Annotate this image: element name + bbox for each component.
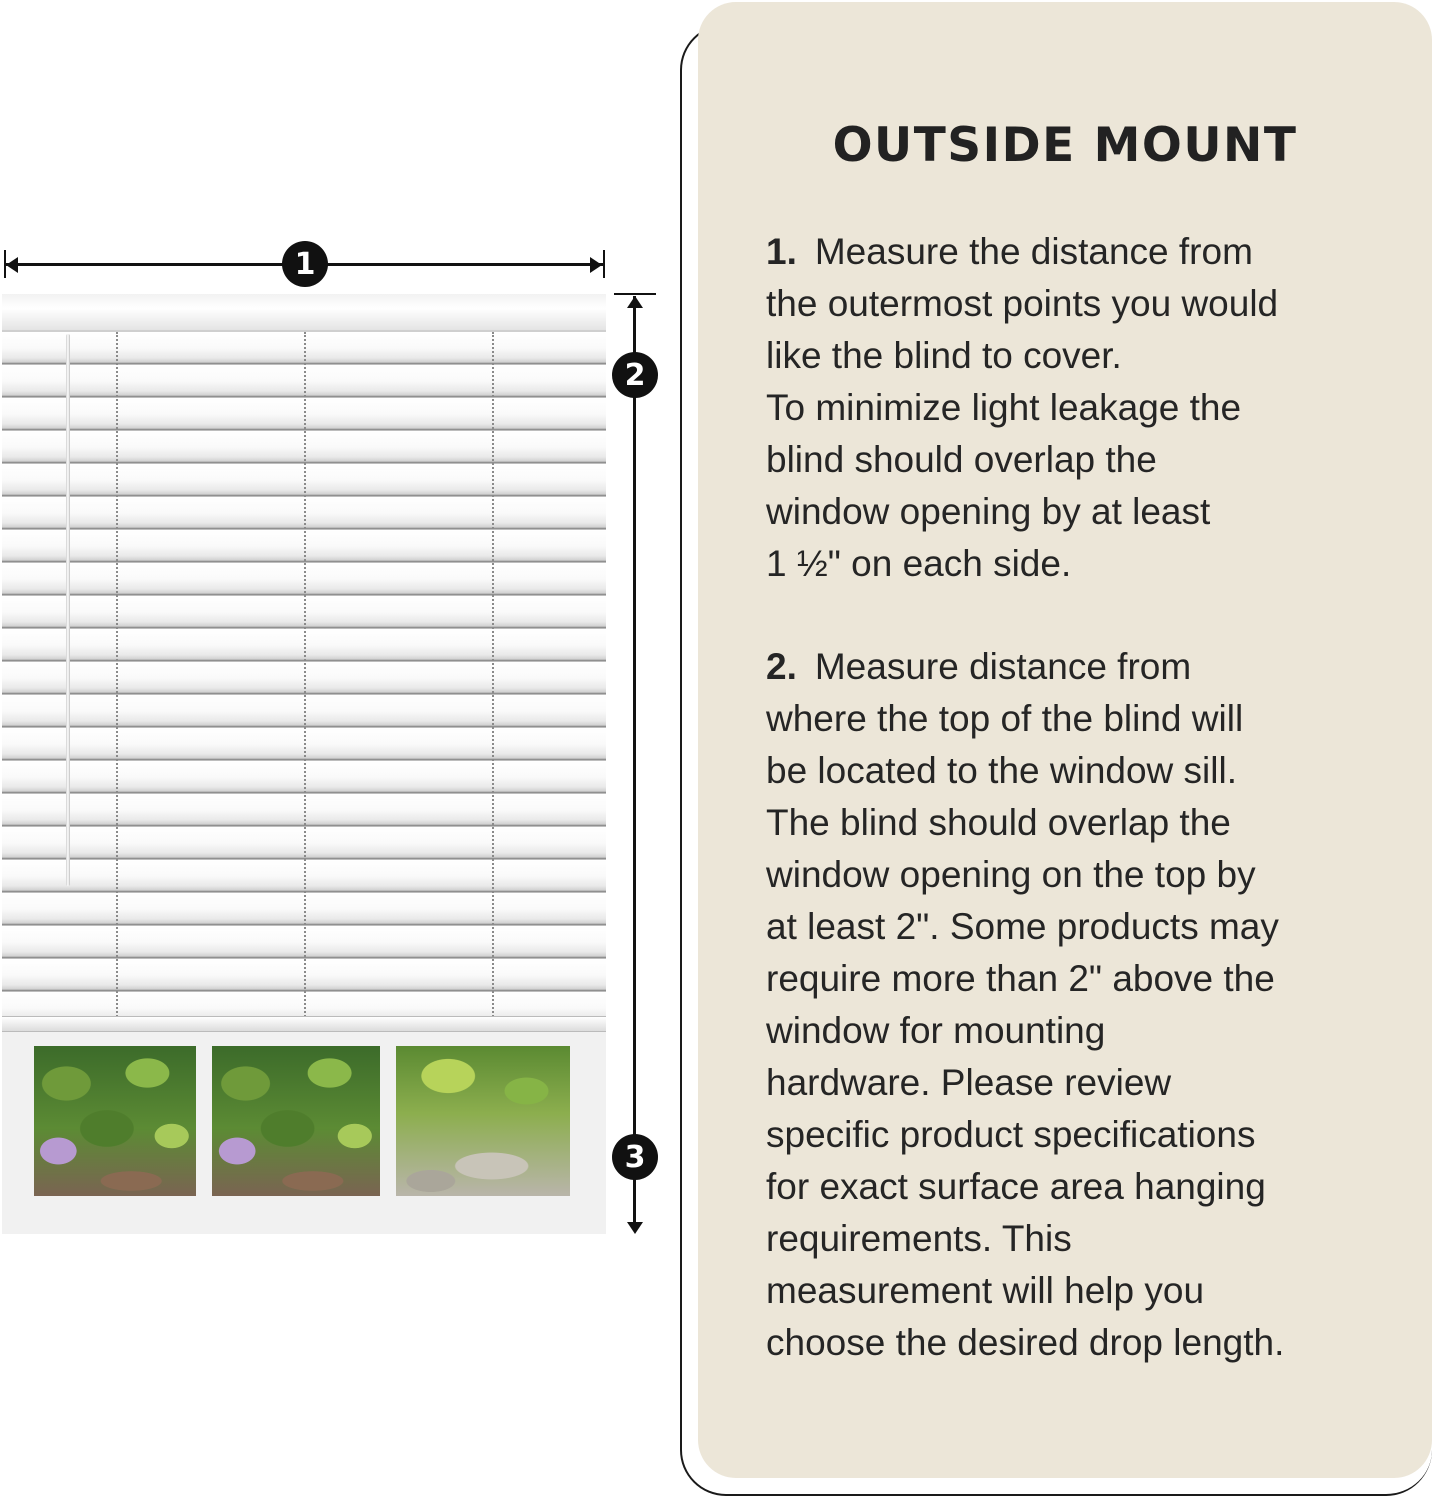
tilt-wand bbox=[66, 334, 70, 886]
step-2-line: at least 2". Some products may bbox=[766, 906, 1279, 947]
step-2-line: choose the desired drop length. bbox=[766, 1322, 1285, 1363]
step-1-line: blind should overlap the bbox=[766, 439, 1157, 480]
card-title: OUTSIDE MOUNT bbox=[832, 118, 1298, 173]
marker-1: 1 bbox=[282, 241, 328, 287]
step-2-line: window for mounting bbox=[766, 1010, 1106, 1051]
height-arrow-up-icon bbox=[627, 296, 643, 308]
step-1 bbox=[766, 226, 1406, 590]
step-2 bbox=[766, 641, 1406, 1369]
window-frame bbox=[2, 1032, 606, 1234]
step-1-line bbox=[766, 226, 1406, 278]
window-blind bbox=[2, 294, 606, 1234]
step-2-line: specific product specifications bbox=[766, 1114, 1256, 1155]
step-1-line: like the blind to cover. bbox=[766, 335, 1122, 376]
step-2-line bbox=[766, 641, 1406, 693]
step-2-line: hardware. Please review bbox=[766, 1062, 1172, 1103]
step-2-line: The blind should overlap the bbox=[766, 802, 1231, 843]
step-2-line: window opening on the top by bbox=[766, 854, 1256, 895]
step-2-text: Measure distance from bbox=[814, 646, 1192, 687]
step-1-line: To minimize light leakage the bbox=[766, 387, 1242, 428]
ladder-string-left bbox=[116, 332, 118, 1032]
window-pane-left bbox=[34, 1046, 196, 1196]
step-2-line: measurement will help you bbox=[766, 1270, 1205, 1311]
width-arrow-left-icon bbox=[6, 257, 18, 273]
step-1-line: 1 ½" on each side. bbox=[766, 543, 1072, 584]
window-pane-center bbox=[212, 1046, 380, 1196]
step-2-line: requirements. This bbox=[766, 1218, 1072, 1259]
marker-2: 2 bbox=[612, 352, 658, 398]
step-1-line: window opening by at least bbox=[766, 491, 1211, 532]
width-arrow-right-icon bbox=[590, 257, 602, 273]
window-pane-right bbox=[396, 1046, 570, 1196]
blind-measurement-illustration bbox=[0, 0, 680, 1500]
height-dimension-line bbox=[633, 296, 636, 1226]
height-arrow-down-icon bbox=[627, 1222, 643, 1234]
marker-3: 3 bbox=[612, 1134, 658, 1180]
blind-headrail bbox=[2, 294, 606, 332]
ladder-string-center bbox=[304, 332, 306, 1032]
step-1-number: 1. bbox=[766, 231, 797, 272]
width-dimension-right-tick bbox=[603, 250, 605, 278]
height-dimension-top-tick bbox=[614, 293, 656, 295]
ladder-string-right bbox=[492, 332, 494, 1032]
step-2-line: require more than 2" above the bbox=[766, 958, 1275, 999]
step-2-number: 2. bbox=[766, 646, 797, 687]
step-2-line: where the top of the blind will bbox=[766, 698, 1244, 739]
step-1-text: Measure the distance from bbox=[814, 231, 1253, 272]
blind-bottom-rail bbox=[2, 1016, 606, 1032]
step-2-line: for exact surface area hanging bbox=[766, 1166, 1266, 1207]
instruction-card bbox=[698, 2, 1432, 1478]
step-2-line: be located to the window sill. bbox=[766, 750, 1237, 791]
step-1-line: the outermost points you would bbox=[766, 283, 1279, 324]
